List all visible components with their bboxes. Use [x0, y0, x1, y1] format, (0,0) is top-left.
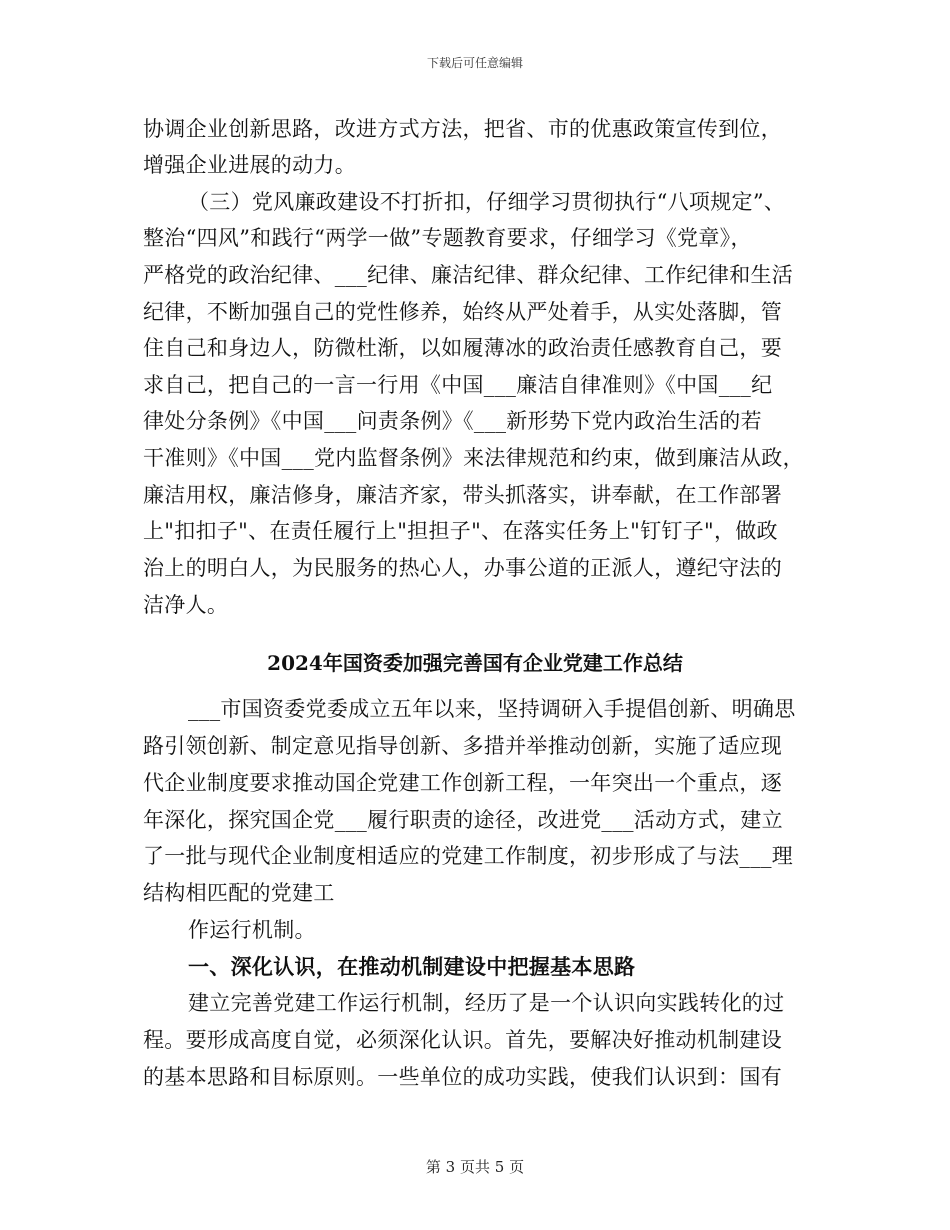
text-line: ___市国资委党委成立五年以来，坚持调研入手提倡创新、明确思: [188, 697, 796, 721]
text-line: （三）党风廉政建设不打折扣，仔细学习贯彻执行“八项规定”、: [188, 190, 786, 214]
text-line: 建立完善党建工作运行机制，经历了是一个认识向实践转化的过: [188, 991, 785, 1015]
text-line: 了一批与现代企业制度相适应的党建工作制度，初步形成了与法___理: [143, 844, 794, 868]
text-line: 的基本思路和目标原则。一些单位的成功实践，使我们认识到：国有: [143, 1065, 782, 1089]
text-line: 律处分条例》《中国___问责条例》《___新形势下党内政治生活的若: [143, 409, 762, 433]
text-line: 洁净人。: [143, 593, 229, 617]
page-number: 第 3 页共 5 页: [425, 1158, 525, 1176]
text-line: 严格党的政治纪律、___纪律、廉洁纪律、群众纪律、工作纪律和生活: [143, 263, 794, 287]
section-title: 2024年国资委加强完善国有企业党建工作总结: [267, 651, 683, 675]
text-line: 求自己，把自己的一言一行用《中国___廉洁自律准则》《中国___纪: [143, 373, 773, 397]
text-line: 代企业制度要求推动国企党建工作创新工程，一年突出一个重点，逐: [143, 771, 782, 795]
text-line: 廉洁用权，廉洁修身，廉洁齐家，带头抓落实，讲奉献，在工作部署: [143, 483, 782, 507]
page-header-note: 下载后可任意编辑: [426, 56, 523, 70]
text-line: 住自己和身边人，防微杜渐，以如履薄冰的政治责任感教育自己，要: [143, 336, 782, 360]
text-line: 路引领创新、制定意见指导创新、多措并举推动创新，实施了适应现: [143, 734, 782, 758]
text-line: 结构相匹配的党建工: [143, 881, 335, 905]
subheading: 一、深化认识，在推动机制建设中把握基本思路: [188, 954, 636, 979]
text-line: 纪律，不断加强自己的党性修养，始终从严处着手，从实处落脚，管: [143, 300, 782, 324]
text-line: 协调企业创新思路，改进方式方法，把省、市的优惠政策宣传到位，: [143, 117, 782, 141]
text-line: 程。要形成高度自觉，必须深化认识。首先，要解决好推动机制建设: [143, 1028, 782, 1052]
text-line: 上"扣扣子"、在责任履行上"担担子"、在落实任务上"钉钉子"，做政: [143, 519, 778, 543]
text-line: 增强企业进展的动力。: [143, 153, 356, 177]
text-line: 治上的明白人，为民服务的热心人，办事公道的正派人，遵纪守法的: [143, 556, 782, 580]
text-line: 整治“四风”和践行“两学一做”专题教育要求，仔细学习《党章》，: [143, 226, 752, 250]
text-line: 干准则》《中国___党内监督条例》来法律规范和约束，做到廉洁从政，: [143, 446, 804, 470]
text-line: 年深化，探究国企党___履行职责的途径，改进党___活动方式，建立: [143, 808, 783, 832]
text-line: 作运行机制。: [188, 918, 316, 942]
